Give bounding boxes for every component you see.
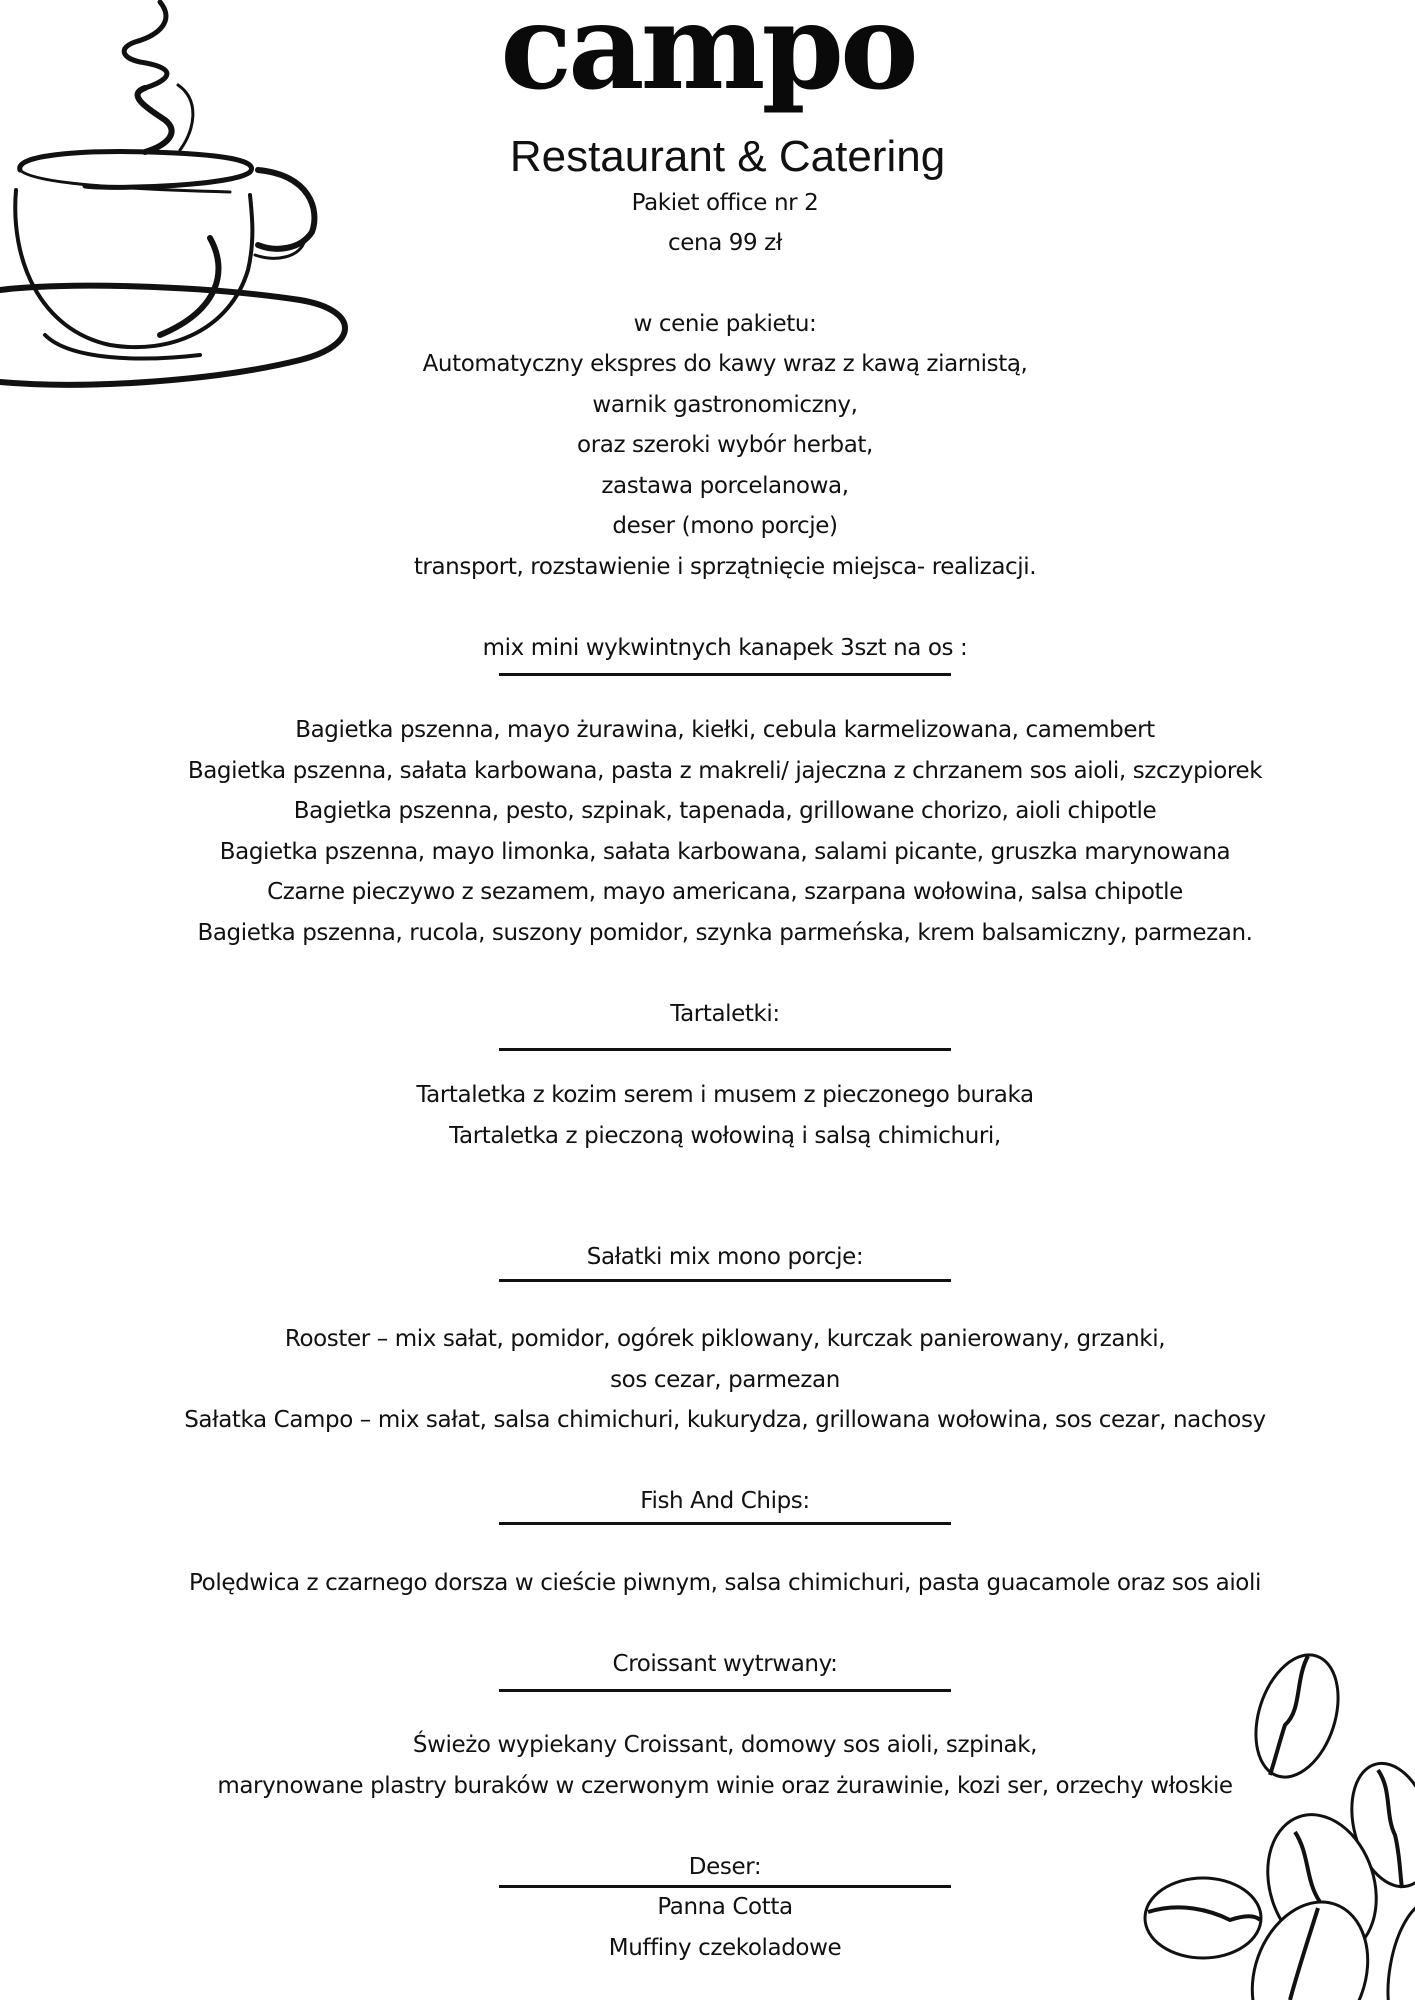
menu-item: Polędwica z czarnego dorsza w cieście piwnym, salsa chimichuri, pasta guacamole oraz sos aioli [189, 1570, 1261, 1596]
menu-item: Muffiny czekoladowe [608, 1935, 842, 1961]
section-title-fish-and-chips: Fish And Chips: [640, 1488, 810, 1514]
menu-item: Bagietka pszenna, mayo limonka, sałata karbowana, salami picante, gruszka marynowana [219, 839, 1231, 865]
package-price: cena 99 zł [668, 230, 782, 256]
section-title-salads: Sałatki mix mono porcje: [586, 1244, 864, 1270]
menu-item: Sałatka Campo – mix sałat, salsa chimichuri, kukurydza, grillowana wołowina, sos cezar, nachosy [184, 1407, 1266, 1433]
included-item: oraz szeroki wybór herbat, [577, 432, 873, 458]
section-title-tartlets: Tartaletki: [670, 1001, 780, 1027]
included-item: transport, rozstawienie i sprzątnięcie miejsca- realizacji. [413, 554, 1037, 580]
menu-item: sos cezar, parmezan [610, 1367, 840, 1393]
menu-item: Panna Cotta [657, 1894, 793, 1920]
menu-item: Rooster – mix sałat, pomidor, ogórek piklowany, kurczak panierowany, grzanki, [284, 1326, 1166, 1352]
menu-item: Tartaletka z kozim serem i musem z pieczonego buraka [416, 1082, 1034, 1108]
menu-item: Czarne pieczywo z sezamem, mayo americana, szarpana wołowina, salsa chipotle [267, 879, 1183, 905]
section-divider [499, 1279, 951, 1282]
included-item: zastawa porcelanowa, [601, 473, 849, 499]
included-item: Automatyczny ekspres do kawy wraz z kawą ziarnistą, [422, 351, 1028, 377]
included-item: warnik gastronomiczny, [592, 392, 858, 418]
section-divider [499, 1885, 951, 1888]
section-divider [499, 1048, 951, 1051]
menu-item: marynowane plastry buraków w czerwonym winie oraz żurawinie, kozi ser, orzechy włoskie [217, 1773, 1233, 1799]
restaurant-subtitle: Restaurant & Catering [509, 132, 946, 181]
included-item: deser (mono porcje) [612, 513, 838, 539]
package-name: Pakiet office nr 2 [631, 190, 819, 216]
section-divider [499, 1689, 951, 1692]
section-title-sandwiches: mix mini wykwintnych kanapek 3szt na os : [482, 635, 968, 661]
included-heading: w cenie pakietu: [633, 311, 817, 337]
section-title-croissant: Croissant wytrwany: [612, 1651, 838, 1677]
menu-item: Świeżo wypiekany Croissant, domowy sos aioli, szpinak, [412, 1732, 1038, 1758]
menu-item: Bagietka pszenna, mayo żurawina, kiełki, cebula karmelizowana, camembert [295, 717, 1155, 743]
menu-item: Bagietka pszenna, sałata karbowana, pasta z makreli/ jajeczna z chrzanem sos aioli, szczypiorek [187, 758, 1263, 784]
section-divider [499, 1522, 951, 1525]
coffee-beans-icon [1130, 1640, 1415, 2000]
menu-item: Bagietka pszenna, rucola, suszony pomidor, szynka parmeńska, krem balsamiczny, parmezan. [197, 920, 1253, 946]
campo-logo: campo [500, 0, 915, 116]
menu-item: Tartaletka z pieczoną wołowiną i salsą chimichuri, [449, 1123, 1001, 1149]
section-title-dessert: Deser: [688, 1854, 762, 1880]
menu-item: Bagietka pszenna, pesto, szpinak, tapenada, grillowane chorizo, aioli chipotle [293, 798, 1157, 824]
section-divider [499, 673, 951, 676]
